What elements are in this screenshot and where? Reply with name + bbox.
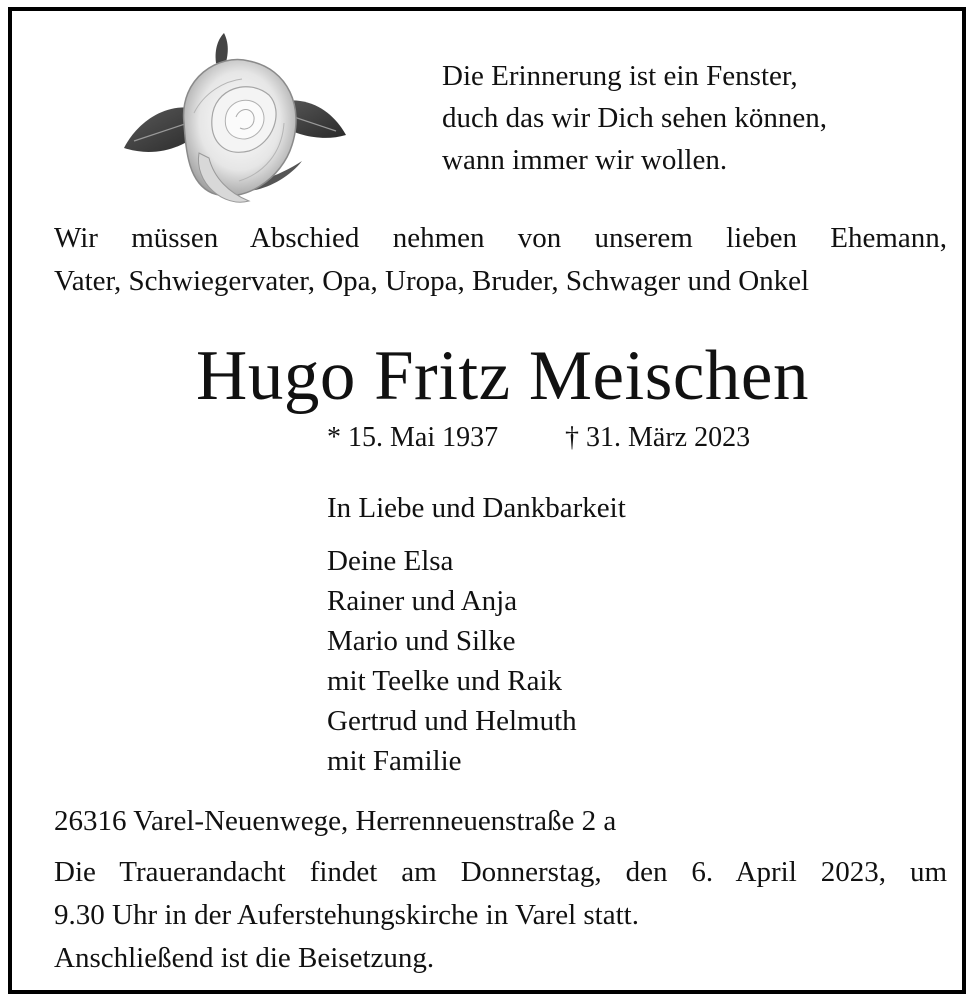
list-item: mit Teelke und Raik [327, 665, 563, 697]
list-item: Gertrud und Helmuth [327, 705, 577, 737]
list-item: Rainer und Anja [327, 585, 518, 617]
list-item: mit Familie [327, 745, 462, 777]
intro-line: Vater, Schwiegervater, Opa, Uropa, Bruder, Schwager und Onkel [54, 265, 810, 297]
signoff: In Liebe und Dankbarkeit [327, 492, 626, 524]
rose-icon [124, 33, 356, 211]
poem-line: duch das wir Dich sehen können, [442, 102, 827, 134]
list-item: Mario und Silke [327, 625, 516, 657]
poem [442, 55, 827, 181]
service-line: Anschließend ist die Beisetzung. [54, 942, 435, 974]
poem-line: wann immer wir wollen. [442, 144, 728, 176]
obituary-notice [8, 7, 966, 994]
service-line: Die Trauerandacht findet am Donnerstag, den 6. April 2023, um [54, 856, 947, 888]
intro-line: Wir müssen Abschied nehmen von unserem lieben Ehemann, [54, 222, 947, 254]
service-info [54, 851, 947, 980]
family-list [327, 541, 577, 781]
death-date: † 31. März 2023 [565, 422, 751, 453]
deceased-name: Hugo Fritz Meischen [196, 337, 809, 415]
service-line: 9.30 Uhr in der Auferstehungskirche in Varel statt. [54, 899, 639, 931]
poem-line: Die Erinnerung ist ein Fenster, [442, 60, 798, 92]
list-item: Deine Elsa [327, 545, 454, 577]
birth-date: * 15. Mai 1937 [327, 422, 499, 453]
intro-text [54, 217, 947, 303]
address: 26316 Varel-Neuenwege, Herrenneuenstraße 2 a [54, 805, 617, 837]
